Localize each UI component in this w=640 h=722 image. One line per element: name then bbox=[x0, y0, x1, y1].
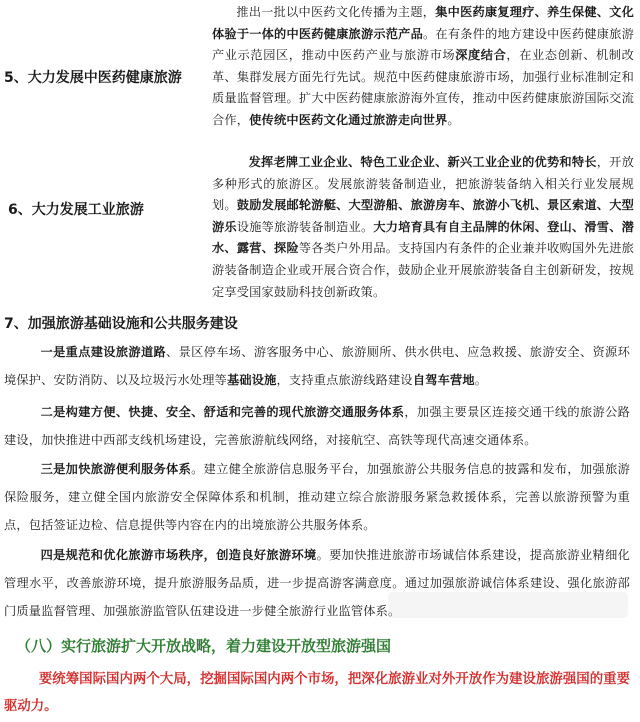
text-segment: 。要加快推进旅游市场诚信体系建设，提高旅游业精细化管理水平，改善旅游环境，提升旅游服务品质，进一步提高游客满意度。通过加强旅游诚信体系建设、强化旅游部门质量监督管理、加强旅游监管队伍建设进一步健全旅游行业监管体系。 bbox=[4, 548, 630, 618]
text-segment: 。 bbox=[474, 373, 488, 387]
section-7-paragraph-2 bbox=[4, 398, 630, 454]
text-segment-bold: 基础设施 bbox=[226, 373, 277, 387]
text-segment-bold: 使传统中医药文化通过旅游走向世界 bbox=[249, 112, 448, 127]
text-segment-bold: 三是加快旅游便利服务体系 bbox=[40, 462, 192, 476]
text-segment-bold: 自驾车营地 bbox=[412, 373, 475, 387]
item-5-label: 5、大力发展中医药健康旅游 bbox=[4, 70, 182, 86]
text-segment-bold: 发挥老牌工业企业、特色工业企业、新兴工业企业的优势和特长 bbox=[248, 155, 597, 169]
chapter-8-lead: 要统筹国际国内两个大局，挖掘国际国内两个市场，把深化旅游业对外开放作为建设旅游强国的重要驱动力。 bbox=[4, 672, 630, 714]
text-segment: 。 bbox=[447, 112, 460, 127]
text-segment: ，开放多种形式的旅游区。发展旅游装备制造业，把旅游装备纳入相关行业发展规划。 bbox=[212, 155, 634, 213]
item-6-label: 6、大力发展工业旅游 bbox=[8, 202, 144, 218]
item-6-text bbox=[212, 152, 634, 303]
text-segment: 推出一批以中医药文化传播为主题， bbox=[236, 5, 436, 19]
text-segment-bold: 一是重点建设旅游道路 bbox=[40, 345, 167, 359]
text-segment-bold: 四是规范和优化旅游市场秩序，创造良好旅游环境 bbox=[40, 548, 317, 562]
text-segment: 。在有条件的地方建设中医药健康旅游产业示范园区，推动中医药产业与旅游市场 bbox=[212, 26, 634, 63]
faded-watermark bbox=[388, 592, 628, 618]
chapter-8-heading: （八）实行旅游扩大开放战略，着力建设开放型旅游强国 bbox=[16, 637, 392, 655]
text-segment: 设施等旅游装备制造业。 bbox=[236, 219, 374, 234]
text-segment-bold: 鼓励发展邮轮游艇、大型游船、旅游房车、旅游小飞机、景区索道、大型游乐 bbox=[212, 198, 634, 234]
text-segment: ，支持重点旅游线路建设 bbox=[276, 373, 413, 387]
section-7-paragraph-3 bbox=[4, 455, 630, 539]
section-7-paragraph-1 bbox=[4, 338, 630, 394]
text-segment: 。建立健全旅游信息服务平台，加强旅游公共服务信息的披露和发布，加强旅游保险服务，建立健全国内旅游安全保障体系和机制，推动建立综合旅游服务紧急救援体系，完善以旅游预警为重点，包括签证边检、信息提供等内容在内的出境旅游公共服务体系。 bbox=[4, 462, 630, 532]
item-5-text bbox=[212, 2, 634, 132]
text-segment-bold: 集中医药康复理疗、养生保健、文化体验于一体的中医药健康旅游示范产品 bbox=[212, 5, 635, 41]
text-segment: 等各类户外用品。支持国内有条件的企业兼并收购国外先进旅游装备制造企业或开展合资合作，鼓励企业开展旅游装备自主创新研发，按规定享受国家鼓励科技创新政策。 bbox=[212, 241, 634, 299]
text-segment-bold: 大力培育具有自主品牌的休闲、登山、滑雪、潜水、露营、探险 bbox=[212, 219, 635, 256]
section-7-heading: 7、加强旅游基础设施和公共服务建设 bbox=[4, 316, 238, 332]
text-segment: ，加强主要景区连接交通干线的旅游公路建设，加快推进中西部支线机场建设，完善旅游航线网络，对接航空、高铁等现代高速交通体系。 bbox=[4, 405, 630, 447]
text-segment-bold: 深度结合 bbox=[455, 48, 507, 63]
text-segment-bold: 二是构建方便、快捷、安全、舒适和完善的现代旅游交通服务体系 bbox=[40, 405, 405, 419]
text-segment: ，在业态创新、机制改革、集群发展方面先行先试。规范中医药健康旅游市场，加强行业标准制定和质量监督管理。扩大中医药健康旅游海外宣传，推动中医药健康旅游国际交流合作， bbox=[212, 48, 634, 127]
text-segment: 、景区停车场、游客服务中心、旅游厕所、供水供电、应急救援、旅游安全、资源环境保护、安防消防、以及垃圾污水处理等 bbox=[4, 345, 630, 387]
